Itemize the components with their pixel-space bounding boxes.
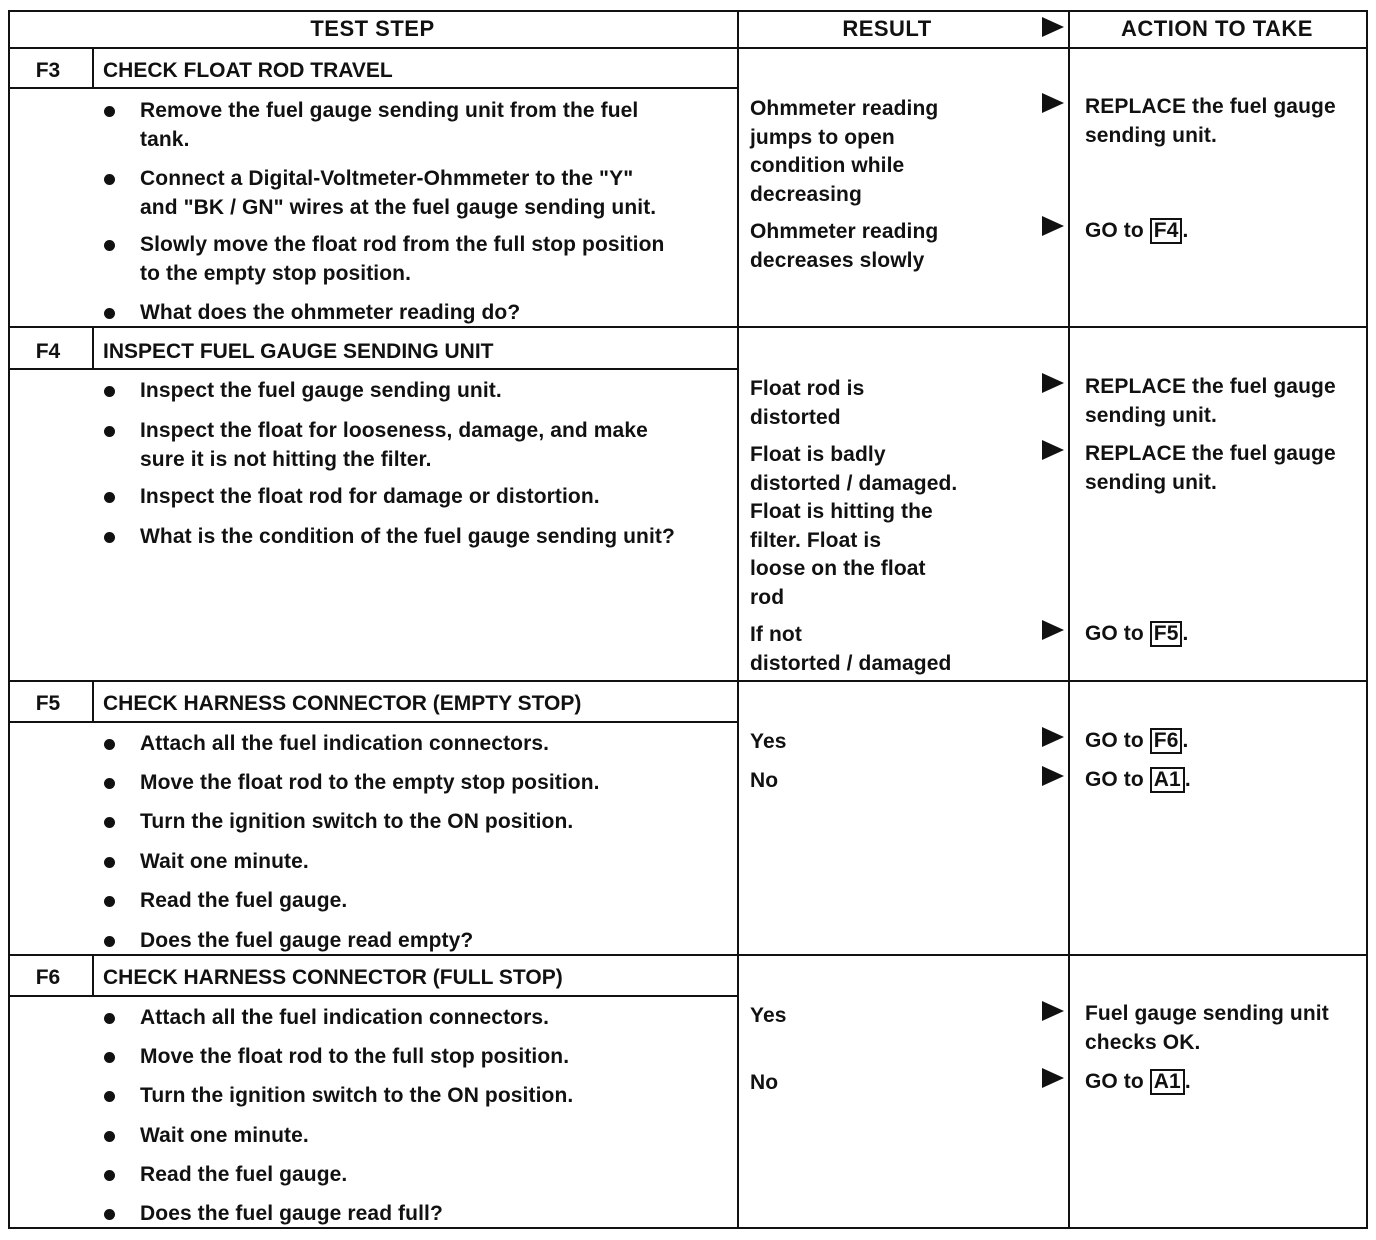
bullet-icon <box>104 778 115 789</box>
bullet-icon <box>104 1170 115 1181</box>
table-top-border <box>8 10 1368 12</box>
step-ref-a1[interactable]: A1 <box>1150 767 1185 793</box>
header-arrow-icon <box>1042 17 1064 37</box>
step-ref-a1[interactable]: A1 <box>1150 1069 1185 1095</box>
f6-title-underline <box>8 995 737 997</box>
f6-bullet-5: Read the fuel gauge. <box>140 1163 348 1186</box>
f4-bullet-1: Inspect the fuel gauge sending unit. <box>140 379 502 402</box>
f3-step-title: CHECK FLOAT ROD TRAVEL <box>103 59 393 82</box>
f3-bullet-4: What does the ohmmeter reading do? <box>140 301 521 324</box>
f5-action-1: GO to F6 . <box>1085 729 1189 752</box>
f6-action-2: GO to A1 . <box>1085 1070 1191 1093</box>
bullet-icon <box>104 426 115 437</box>
arrow-icon <box>1042 1001 1064 1021</box>
f3-action-1: REPLACE the fuel gauge sending unit. <box>1085 95 1336 147</box>
bullet-icon <box>104 1131 115 1142</box>
row-separator <box>8 326 1368 328</box>
f3-result-2: Ohmmeter reading decreases slowly <box>750 220 939 272</box>
f4-step-title: INSPECT FUEL GAUGE SENDING UNIT <box>103 340 494 363</box>
bullet-icon <box>104 240 115 251</box>
f4-result-3: If not distorted / damaged <box>750 623 952 675</box>
f6-bullet-6: Does the fuel gauge read full? <box>140 1202 443 1225</box>
header-bottom-rule <box>8 47 1368 49</box>
arrow-icon <box>1042 1068 1064 1088</box>
arrow-icon <box>1042 373 1064 393</box>
f5-bullet-2: Move the float rod to the empty stop position. <box>140 771 600 794</box>
f6-step-code: F6 <box>35 966 61 989</box>
f5-bullet-1: Attach all the fuel indication connectors. <box>140 732 550 755</box>
f5-bullet-3: Turn the ignition switch to the ON position. <box>140 810 574 833</box>
bullet-icon <box>104 1091 115 1102</box>
f6-bullet-1: Attach all the fuel indication connectors. <box>140 1006 550 1029</box>
f6-bullet-3: Turn the ignition switch to the ON position. <box>140 1084 574 1107</box>
f4-bullet-4: What is the condition of the fuel gauge sending unit? <box>140 525 675 548</box>
step-ref-f6[interactable]: F6 <box>1150 728 1183 754</box>
bullet-icon <box>104 739 115 750</box>
f3-title-underline <box>8 87 737 89</box>
step-ref-f5[interactable]: F5 <box>1150 621 1183 647</box>
bullet-icon <box>104 1209 115 1220</box>
f4-result-2: Float is badly distorted / damaged. Float is hitting the filter. Float is loose on the float rod <box>750 443 958 609</box>
bullet-icon <box>104 1013 115 1024</box>
header-result: RESULT <box>842 16 932 41</box>
f5-bullet-4: Wait one minute. <box>140 850 309 873</box>
arrow-icon <box>1042 216 1064 236</box>
arrow-icon <box>1042 93 1064 113</box>
f4-action-1: REPLACE the fuel gauge sending unit. <box>1085 375 1336 427</box>
bullet-icon <box>104 896 115 907</box>
f6-result-1: Yes <box>750 1004 787 1027</box>
f5-result-1: Yes <box>750 730 787 753</box>
f5-bullet-6: Does the fuel gauge read empty? <box>140 929 474 952</box>
f4-bullet-3: Inspect the float rod for damage or distortion. <box>140 485 600 508</box>
arrow-icon <box>1042 727 1064 747</box>
arrow-icon <box>1042 620 1064 640</box>
bullet-icon <box>104 174 115 185</box>
bullet-icon <box>104 817 115 828</box>
f5-result-2: No <box>750 769 779 792</box>
header-action: ACTION TO TAKE <box>1121 16 1313 41</box>
f5-bullet-5: Read the fuel gauge. <box>140 889 348 912</box>
f6-bullet-4: Wait one minute. <box>140 1124 309 1147</box>
table-left-border <box>8 10 10 1229</box>
step-ref-f4[interactable]: F4 <box>1150 218 1183 244</box>
bullet-icon <box>104 308 115 319</box>
action-column-rule <box>1068 10 1070 1229</box>
bullet-icon <box>104 857 115 868</box>
f4-action-3: GO to F5 . <box>1085 622 1189 645</box>
f6-bullet-2: Move the float rod to the full stop position. <box>140 1045 570 1068</box>
f4-step-code: F4 <box>35 340 61 363</box>
f5-title-underline <box>8 721 737 723</box>
f3-bullet-2: Connect a Digital-Voltmeter-Ohmmeter to the "Y" and "BK / GN" wires at the fuel gauge sending unit. <box>140 167 657 219</box>
f6-result-2: No <box>750 1071 779 1094</box>
bullet-icon <box>104 532 115 543</box>
f4-bullet-2: Inspect the float for looseness, damage, and make sure it is not hitting the filter. <box>140 419 648 471</box>
arrow-icon <box>1042 766 1064 786</box>
row-separator <box>8 954 1368 956</box>
table-right-border <box>1366 10 1368 1229</box>
bullet-icon <box>104 936 115 947</box>
f6-action-1: Fuel gauge sending unit checks OK. <box>1085 1002 1329 1054</box>
f3-bullet-3: Slowly move the float rod from the full stop position to the empty stop position. <box>140 233 665 285</box>
f3-step-code: F3 <box>35 59 61 82</box>
f4-title-underline <box>8 368 737 370</box>
f4-action-2: REPLACE the fuel gauge sending unit. <box>1085 442 1336 494</box>
f6-step-title: CHECK HARNESS CONNECTOR (FULL STOP) <box>103 966 563 989</box>
f5-step-code: F5 <box>35 692 61 715</box>
f3-bullet-1: Remove the fuel gauge sending unit from the fuel tank. <box>140 99 639 151</box>
bullet-icon <box>104 386 115 397</box>
result-column-rule <box>737 10 739 1229</box>
f5-action-2: GO to A1 . <box>1085 768 1191 791</box>
bullet-icon <box>104 1052 115 1063</box>
f3-action-2: GO to F4 . <box>1085 219 1189 242</box>
f4-result-1: Float rod is distorted <box>750 377 865 429</box>
f5-step-title: CHECK HARNESS CONNECTOR (EMPTY STOP) <box>103 692 582 715</box>
arrow-icon <box>1042 440 1064 460</box>
bullet-icon <box>104 492 115 503</box>
header-test-step: TEST STEP <box>310 16 435 41</box>
f3-result-1: Ohmmeter reading jumps to open condition while decreasing <box>750 97 939 206</box>
bullet-icon <box>104 106 115 117</box>
row-separator <box>8 680 1368 682</box>
